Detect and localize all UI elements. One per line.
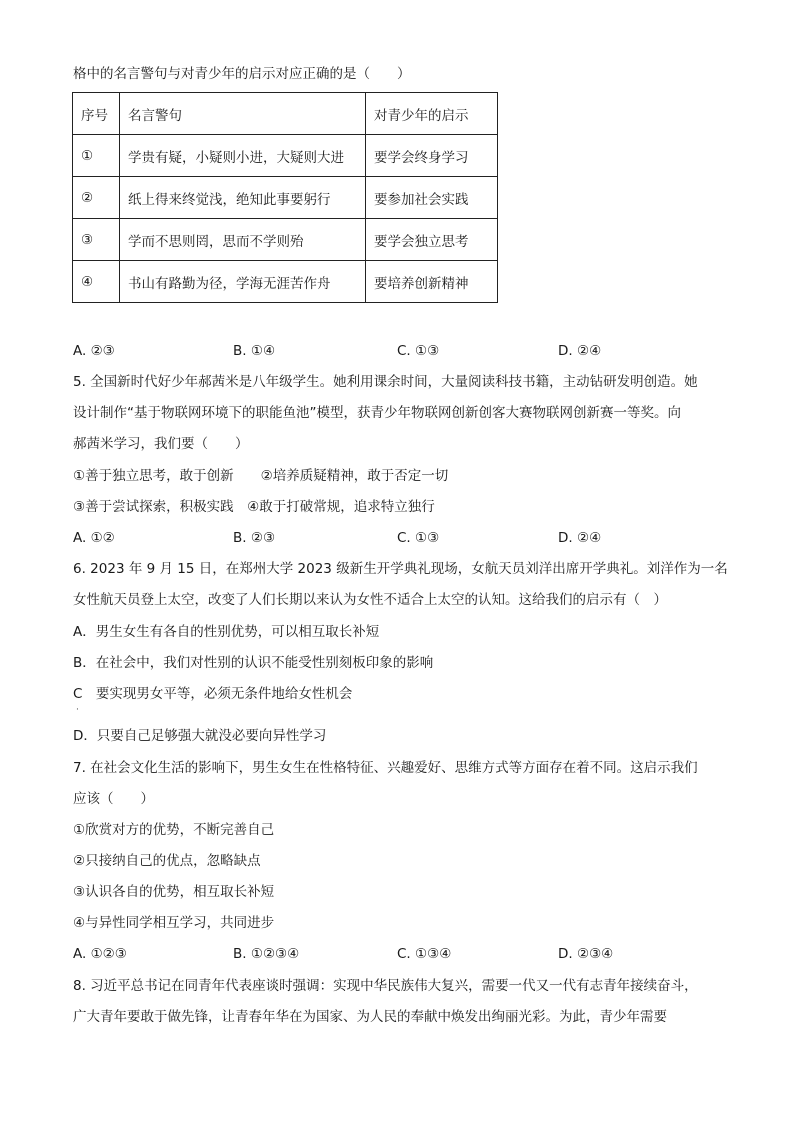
q5-option-a: A. ①② (73, 530, 115, 546)
table-cell: ④ (73, 261, 120, 303)
q5-stem-line: 郝茜米学习，我们要（ ） (73, 436, 249, 452)
header-index: 序号 (73, 93, 120, 135)
q4-option-d: D. ②④ (558, 343, 602, 359)
q7-statement: ②只接纳自己的优点，忽略缺点 (73, 853, 261, 869)
q7-option-a: A. ①②③ (73, 946, 127, 962)
table-cell: 要培养创新精神 (366, 261, 498, 303)
table-cell: 要学会独立思考 (366, 219, 498, 261)
header-inspiration: 对青少年的启示 (366, 93, 498, 135)
table-cell: 纸上得来终觉浅，绝知此事要躬行 (120, 177, 366, 219)
table-cell: 要参加社会实践 (366, 177, 498, 219)
q4-option-a: A. ②③ (73, 343, 115, 359)
table-row (73, 219, 498, 261)
q7-stem-line: 应该（ ） (73, 791, 154, 807)
table-cell: 学贵有疑，小疑则小进，大疑则大进 (120, 135, 366, 177)
table-row (73, 261, 498, 303)
q4-option-c: C. ①③ (397, 343, 440, 359)
q7-statement: ①欣赏对方的优势，不断完善自己 (73, 822, 275, 838)
table-row (73, 177, 498, 219)
table-cell: 要学会终身学习 (366, 135, 498, 177)
q6-option-a: A．男生女生有各自的性别优势，可以相互取长补短 (73, 624, 380, 640)
q6-option-b: B．在社会中，我们对性别的认识不能受性别刻板印象的影响 (73, 655, 434, 671)
table-cell: ① (73, 135, 120, 177)
q5-statement: ③善于尝试探索，积极实践 ④敢于打破常规，追求特立独行 (73, 499, 435, 515)
q5-statement: ①善于独立思考，敢于创新 ②培养质疑精神，敢于否定一切 (73, 468, 449, 484)
q5-stem-line: 设计制作“基于物联网环境下的职能鱼池”模型，获青少年物联网创新创客大赛物联网创新赛一等奖。向 (73, 405, 681, 421)
quote-table (72, 92, 498, 303)
stray-dot-mark: · (76, 705, 79, 715)
q5-stem-line: 5. 全国新时代好少年郝茜米是八年级学生。她利用课余时间，大量阅读科技书籍，主动钻研发明创造。她 (73, 374, 698, 390)
q6-stem-line: 6. 2023 年 9 月 15 日，在郑州大学 2023 级新生开学典礼现场，女航天员刘洋出席开学典礼。刘洋作为一名 (73, 561, 728, 577)
q8-stem-line: 广大青年要敢于做先锋，让青春年华在为国家、为人民的奉献中焕发出绚丽光彩。为此，青少年需要 (73, 1009, 667, 1025)
q5-option-c: C. ①③ (397, 530, 440, 546)
table-cell: 书山有路勤为径，学海无涯苦作舟 (120, 261, 366, 303)
q4-option-b: B. ①④ (233, 343, 276, 359)
q6-option-c: C 要实现男女平等，必须无条件地给女性机会 (73, 686, 353, 702)
q7-option-b: B. ①②③④ (233, 946, 300, 962)
q7-option-c: C. ①③④ (397, 946, 452, 962)
question-intro: 格中的名言警句与对青少年的启示对应正确的是（ ） (73, 66, 411, 82)
table-cell: ② (73, 177, 120, 219)
q7-statement: ④与异性同学相互学习，共同进步 (73, 915, 275, 931)
q6-option-d: D．只要自己足够强大就没必要向异性学习 (73, 728, 327, 744)
q8-stem-line: 8. 习近平总书记在同青年代表座谈时强调：实现中华民族伟大复兴，需要一代又一代有志青年接续奋斗， (73, 978, 698, 994)
q5-option-d: D. ②④ (558, 530, 602, 546)
q7-stem-line: 7. 在社会文化生活的影响下，男生女生在性格特征、兴趣爱好、思维方式等方面存在着不同。这启示我们 (73, 760, 698, 776)
q7-option-d: D. ②③④ (558, 946, 614, 962)
q6-stem-line: 女性航天员登上太空，改变了人们长期以来认为女性不适合上太空的认知。这给我们的启示有（ ） (73, 592, 667, 608)
table-cell: ③ (73, 219, 120, 261)
q7-statement: ③认识各自的优势，相互取长补短 (73, 884, 275, 900)
header-quote: 名言警句 (120, 93, 366, 135)
q5-option-b: B. ②③ (233, 530, 276, 546)
table-row (73, 135, 498, 177)
table-header-row (73, 93, 498, 135)
table-cell: 学而不思则罔，思而不学则殆 (120, 219, 366, 261)
